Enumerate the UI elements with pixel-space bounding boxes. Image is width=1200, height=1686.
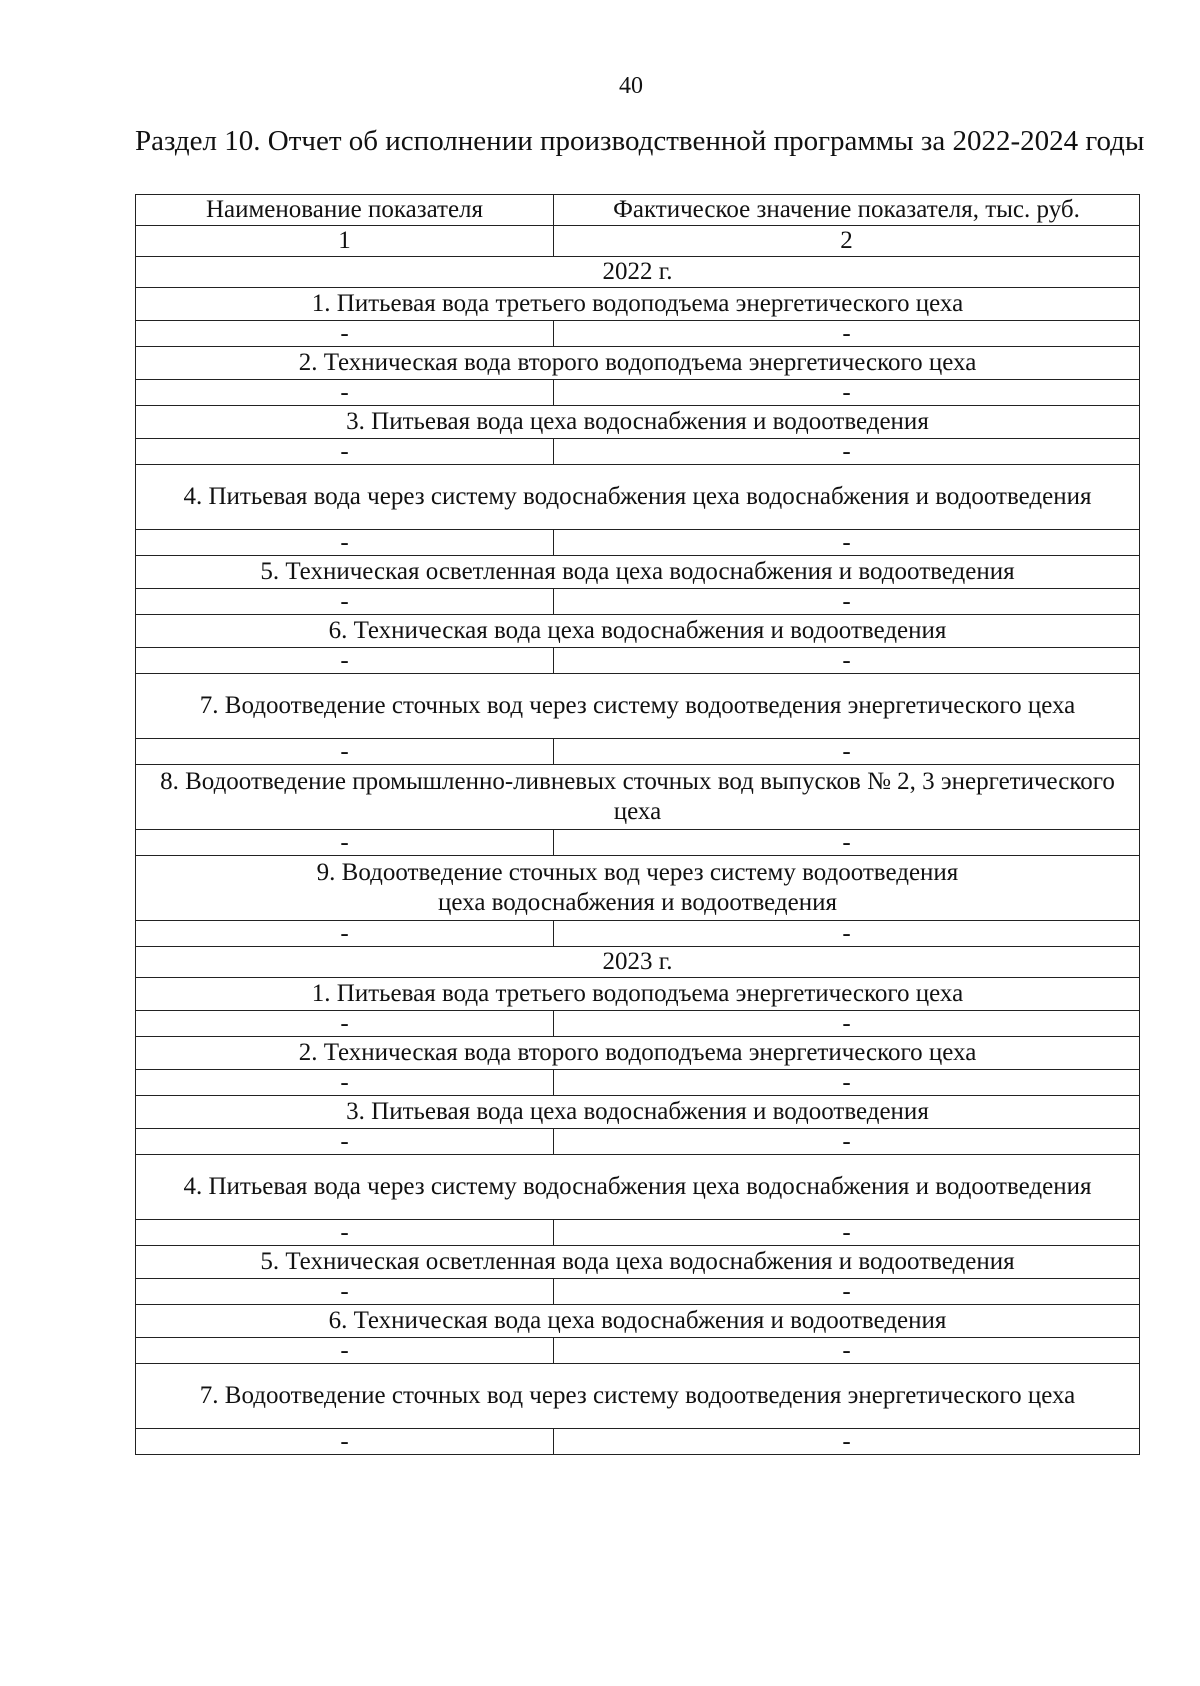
indicator-row bbox=[136, 347, 1140, 380]
value-row bbox=[136, 1338, 1140, 1364]
value-cell-col1: - bbox=[136, 530, 554, 556]
value-row bbox=[136, 1279, 1140, 1305]
value-cell-col2: - bbox=[554, 530, 1140, 556]
value-cell-col1: - bbox=[136, 1429, 554, 1455]
column-number-2: 2 bbox=[554, 226, 1140, 257]
column-number-1: 1 bbox=[136, 226, 554, 257]
value-cell-col1: - bbox=[136, 921, 554, 947]
indicator-name: 5. Техническая осветленная вода цеха водоснабжения и водоотведения bbox=[136, 556, 1140, 589]
value-cell-col2: - bbox=[554, 739, 1140, 765]
value-cell-col2: - bbox=[554, 439, 1140, 465]
value-cell-col1: - bbox=[136, 830, 554, 856]
value-row bbox=[136, 830, 1140, 856]
indicator-row bbox=[136, 765, 1140, 830]
value-row bbox=[136, 921, 1140, 947]
indicator-name: 3. Питьевая вода цеха водоснабжения и водоотведения bbox=[136, 1096, 1140, 1129]
report-table bbox=[135, 194, 1140, 1455]
indicator-name: 1. Питьевая вода третьего водоподъема энергетического цеха bbox=[136, 978, 1140, 1011]
indicator-name: 7. Водоотведение сточных вод через систему водоотведения энергетического цеха bbox=[136, 1364, 1140, 1429]
year-heading: 2023 г. bbox=[136, 947, 1140, 978]
value-row bbox=[136, 321, 1140, 347]
indicator-row bbox=[136, 1096, 1140, 1129]
indicator-name: 4. Питьевая вода через систему водоснабжения цеха водоснабжения и водоотведения bbox=[136, 465, 1140, 530]
value-cell-col2: - bbox=[554, 921, 1140, 947]
value-cell-col2: - bbox=[554, 380, 1140, 406]
indicator-name: 9. Водоотведение сточных вод через систему водоотведения цеха водоснабжения и водоотведения bbox=[136, 856, 1140, 921]
value-cell-col1: - bbox=[136, 1220, 554, 1246]
value-cell-col2: - bbox=[554, 1338, 1140, 1364]
value-cell-col2: - bbox=[554, 1070, 1140, 1096]
indicator-row bbox=[136, 615, 1140, 648]
value-cell-col2: - bbox=[554, 1129, 1140, 1155]
value-row bbox=[136, 739, 1140, 765]
indicator-row bbox=[136, 856, 1140, 921]
value-cell-col1: - bbox=[136, 1338, 554, 1364]
header-indicator-name: Наименование показателя bbox=[136, 195, 554, 226]
year-heading: 2022 г. bbox=[136, 257, 1140, 288]
page-number: 40 bbox=[619, 73, 643, 99]
value-cell-col2: - bbox=[554, 1429, 1140, 1455]
indicator-name: 2. Техническая вода второго водоподъема энергетического цеха bbox=[136, 1037, 1140, 1070]
value-cell-col1: - bbox=[136, 1129, 554, 1155]
value-row bbox=[136, 648, 1140, 674]
value-cell-col1: - bbox=[136, 380, 554, 406]
year-row bbox=[136, 947, 1140, 978]
year-row bbox=[136, 257, 1140, 288]
value-cell-col2: - bbox=[554, 589, 1140, 615]
value-cell-col2: - bbox=[554, 1011, 1140, 1037]
value-cell-col1: - bbox=[136, 321, 554, 347]
value-row bbox=[136, 439, 1140, 465]
indicator-name: 7. Водоотведение сточных вод через систему водоотведения энергетического цеха bbox=[136, 674, 1140, 739]
value-row bbox=[136, 1011, 1140, 1037]
value-row bbox=[136, 380, 1140, 406]
indicator-name: 6. Техническая вода цеха водоснабжения и водоотведения bbox=[136, 615, 1140, 648]
indicator-row bbox=[136, 674, 1140, 739]
value-cell-col1: - bbox=[136, 1070, 554, 1096]
indicator-row bbox=[136, 1155, 1140, 1220]
value-cell-col2: - bbox=[554, 1279, 1140, 1305]
value-row bbox=[136, 1429, 1140, 1455]
value-cell-col1: - bbox=[136, 1279, 554, 1305]
value-cell-col1: - bbox=[136, 589, 554, 615]
indicator-name: 1. Питьевая вода третьего водоподъема энергетического цеха bbox=[136, 288, 1140, 321]
value-cell-col2: - bbox=[554, 321, 1140, 347]
indicator-row bbox=[136, 1037, 1140, 1070]
value-row bbox=[136, 589, 1140, 615]
indicator-name: 2. Техническая вода второго водоподъема энергетического цеха bbox=[136, 347, 1140, 380]
value-cell-col2: - bbox=[554, 648, 1140, 674]
value-cell-col1: - bbox=[136, 739, 554, 765]
indicator-name: 4. Питьевая вода через систему водоснабжения цеха водоснабжения и водоотведения bbox=[136, 1155, 1140, 1220]
header-actual-value: Фактическое значение показателя, тыс. руб. bbox=[554, 195, 1140, 226]
indicator-row bbox=[136, 465, 1140, 530]
indicator-row bbox=[136, 978, 1140, 1011]
indicator-row bbox=[136, 1364, 1140, 1429]
value-cell-col2: - bbox=[554, 1220, 1140, 1246]
value-row bbox=[136, 1220, 1140, 1246]
value-cell-col2: - bbox=[554, 830, 1140, 856]
indicator-row bbox=[136, 1246, 1140, 1279]
column-number-row bbox=[136, 226, 1140, 257]
section-title: Раздел 10. Отчет об исполнении производственной программы за 2022-2024 годы bbox=[135, 125, 1145, 157]
indicator-row bbox=[136, 288, 1140, 321]
value-cell-col1: - bbox=[136, 1011, 554, 1037]
indicator-row bbox=[136, 1305, 1140, 1338]
value-row bbox=[136, 1129, 1140, 1155]
value-cell-col1: - bbox=[136, 439, 554, 465]
indicator-name: 8. Водоотведение промышленно-ливневых сточных вод выпусков № 2, 3 энергетического цеха bbox=[136, 765, 1140, 830]
value-cell-col1: - bbox=[136, 648, 554, 674]
indicator-row bbox=[136, 556, 1140, 589]
indicator-name: 5. Техническая осветленная вода цеха водоснабжения и водоотведения bbox=[136, 1246, 1140, 1279]
indicator-row bbox=[136, 406, 1140, 439]
header-row bbox=[136, 195, 1140, 226]
indicator-name: 6. Техническая вода цеха водоснабжения и водоотведения bbox=[136, 1305, 1140, 1338]
indicator-name: 3. Питьевая вода цеха водоснабжения и водоотведения bbox=[136, 406, 1140, 439]
value-row bbox=[136, 1070, 1140, 1096]
value-row bbox=[136, 530, 1140, 556]
